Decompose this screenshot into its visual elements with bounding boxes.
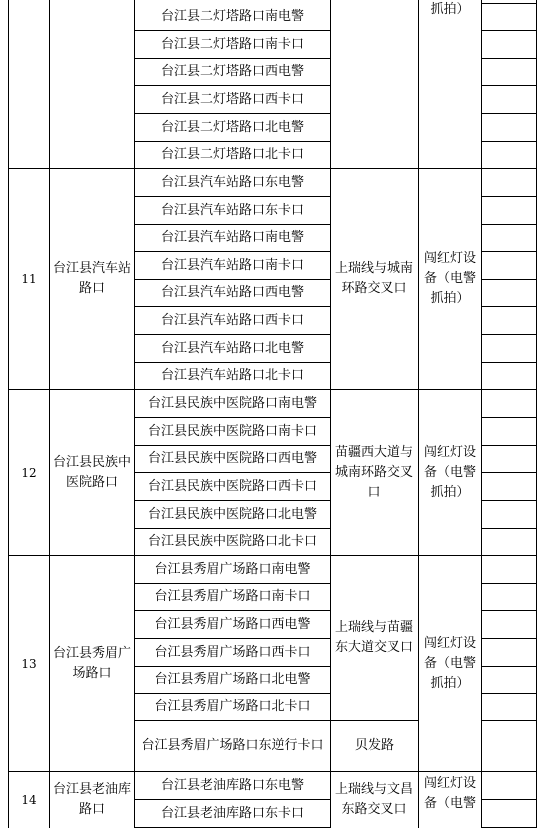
device-type: 闯红灯设备（电警: [423, 776, 476, 811]
location: 苗疆西大道与城南环路交叉口: [334, 444, 413, 500]
device-type: 闯红灯设备（电警抓拍）: [423, 251, 476, 306]
row-number: 14: [21, 793, 37, 807]
device-name: 台江县秀眉广场路口北卡口: [154, 699, 311, 714]
device-name: 台江县二灯塔路口南卡口: [160, 36, 304, 52]
row-number: 11: [21, 272, 37, 286]
device-type: 抓拍）: [430, 2, 470, 17]
device-name: 台江县民族中医院路口北电警: [147, 506, 317, 522]
device-name: 台江县汽车站路口南卡口: [160, 257, 304, 273]
device-name: 台江县民族中医院路口西卡口: [147, 478, 317, 494]
device-type: 闯红灯设备（电警抓拍）: [423, 635, 476, 691]
intersection-name: 台江县民族中医院路口: [52, 454, 131, 490]
device-name: 台江县汽车站路口南电警: [160, 230, 304, 245]
device-name: 台江县民族中医院路口南电警: [147, 395, 317, 411]
device-name: 台江县秀眉广场路口南卡口: [154, 589, 311, 604]
intersection-name: 台江县汽车站路口: [52, 261, 131, 296]
row-number: 13: [21, 656, 37, 671]
device-name: 台江县二灯塔路口北卡口: [160, 147, 304, 162]
device-name: 台江县汽车站路口北电警: [160, 340, 304, 356]
device-name: 台江县二灯塔路口北电警: [160, 119, 304, 135]
device-name: 台江县汽车站路口西卡口: [160, 312, 304, 328]
device-name: 台江县秀眉广场路口南电警: [154, 561, 311, 577]
device-name: 台江县民族中医院路口南卡口: [147, 423, 317, 439]
device-name: 台江县二灯塔路口西电警: [160, 64, 304, 79]
device-name: 台江县秀眉广场路口西电警: [154, 616, 311, 632]
device-name: 台江县二灯塔路口西卡口: [160, 91, 304, 107]
device-name: 台江县二灯塔路口南电警: [160, 8, 304, 24]
location: 上瑞线与文昌东路交叉口: [334, 782, 413, 817]
device-name: 台江县民族中医院路口西电警: [147, 451, 317, 466]
device-name: 台江县汽车站路口北卡口: [160, 368, 304, 383]
device-name: 台江县秀眉广场路口北电警: [154, 672, 311, 687]
location: 上瑞线与苗疆东大道交叉口: [334, 620, 413, 655]
device-type: 闯红灯设备（电警抓拍）: [423, 444, 476, 500]
location: 上瑞线与城南环路交叉口: [334, 261, 413, 296]
device-name: 台江县老油库路口东电警: [160, 777, 304, 793]
intersection-name: 台江县秀眉广场路口: [52, 645, 131, 681]
intersection-name: 台江县老油库路口: [52, 782, 131, 817]
device-name: 台江县汽车站路口东电警: [160, 174, 304, 190]
row-number: 12: [21, 465, 37, 480]
device-name: 台江县老油库路口东卡口: [160, 805, 304, 821]
device-name: 台江县汽车站路口东卡口: [160, 202, 304, 218]
device-name: 台江县汽车站路口西电警: [160, 285, 304, 300]
device-name: 台江县民族中医院路口北卡口: [147, 534, 317, 549]
device-name: 台江县秀眉广场路口西卡口: [154, 644, 311, 660]
device-name: 台江县秀眉广场路口东逆行卡口: [141, 738, 324, 753]
location: 贝发路: [354, 738, 394, 753]
